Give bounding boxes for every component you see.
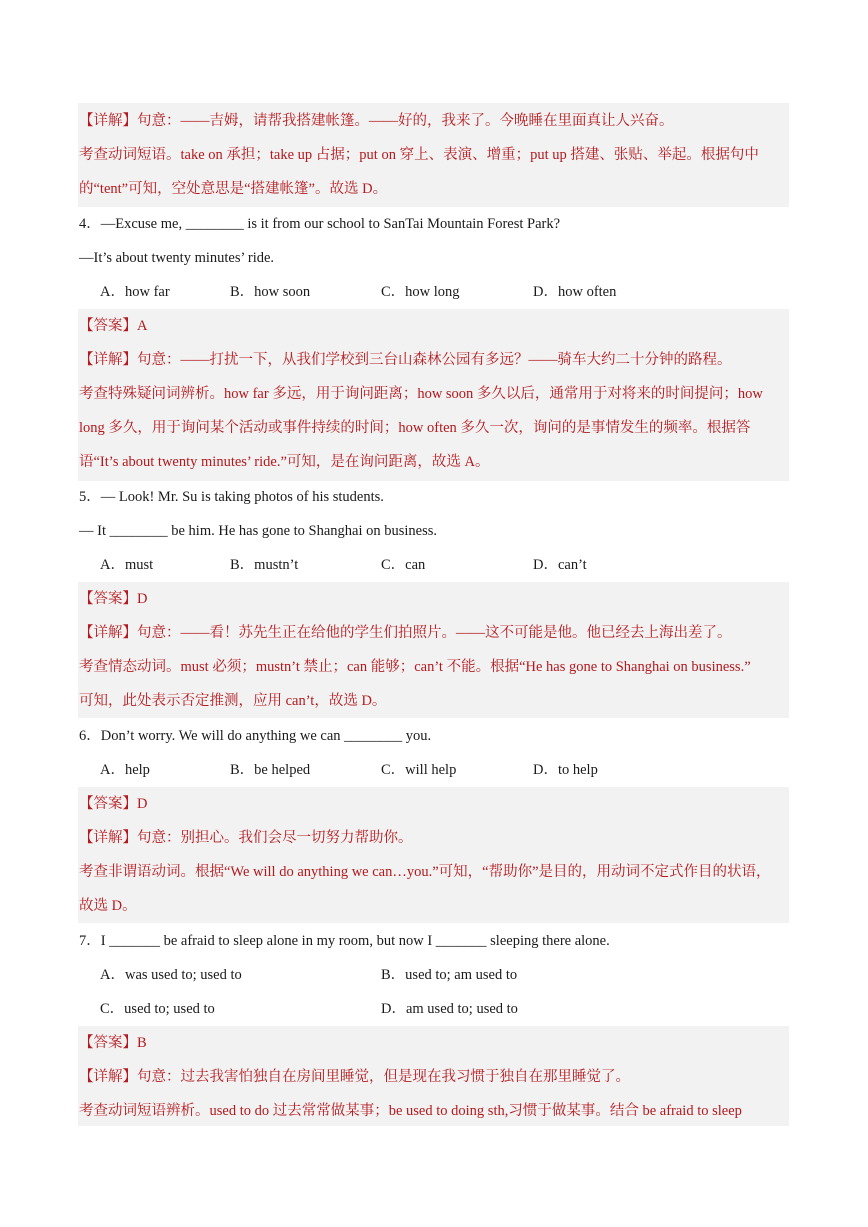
q6-option-c: C．will help	[381, 762, 457, 778]
q4-analysis-line: 考查特殊疑问词辨析。how far 多远，用于询问距离；how soon 多久以后，通常用于对将来的时间提问；how	[79, 386, 763, 402]
q7-option-c: C．used to; used to	[100, 1001, 215, 1017]
q7-analysis-line: 【详解】句意：过去我害怕独自在房间里睡觉，但是现在我习惯于独自在那里睡觉了。	[79, 1069, 630, 1085]
q4-analysis-line: 语“It’s about twenty minutes’ ride.”可知，是在询问距离，故选 A。	[79, 454, 490, 470]
q3-analysis-line: 的“tent”可知，空处意思是“搭建帐篷”。故选 D。	[79, 181, 388, 197]
q6-answer: 【答案】D	[79, 796, 148, 812]
q5-analysis-line: 【详解】句意：——看！苏先生正在给他的学生们拍照片。——这不可能是他。他已经去上海出差了。	[79, 625, 732, 641]
q6-analysis-line: 故选 D。	[79, 898, 137, 914]
q4-answer: 【答案】A	[79, 318, 148, 334]
q5-option-c: C．can	[381, 557, 426, 573]
q5-analysis-line: 可知，此处表示否定推测，应用 can’t，故选 D。	[79, 693, 387, 709]
q7-answer: 【答案】B	[79, 1035, 147, 1051]
q4-option-a: A．how far	[100, 284, 170, 300]
q5-option-a: A．must	[100, 557, 154, 573]
q4-stem-reply: —It’s about twenty minutes’ ride.	[79, 250, 275, 266]
q5-stem: 5．— Look! Mr. Su is taking photos of his students.	[79, 489, 384, 505]
q4-option-b: B．how soon	[230, 284, 311, 300]
q4-analysis-line: 【详解】句意：——打扰一下，从我们学校到三台山森林公园有多远？——骑车大约二十分钟的路程。	[79, 352, 732, 368]
q5-analysis-line: 考查情态动词。must 必须；mustn’t 禁止；can 能够；can’t 不能。根据“He has gone to Shanghai on business.”	[79, 659, 751, 675]
q4-option-d: D．how often	[533, 284, 617, 300]
q5-option-d: D．can’t	[533, 557, 587, 573]
q3-analysis-line: 【详解】句意：——吉姆，请帮我搭建帐篷。——好的，我来了。今晚睡在里面真让人兴奋。	[79, 113, 674, 129]
q6-analysis-line: 【详解】句意：别担心。我们会尽一切努力帮助你。	[79, 830, 413, 846]
q7-stem: 7．I _______ be afraid to sleep alone in my room, but now I _______ sleeping there alone.	[79, 933, 610, 949]
q5-stem-reply: — It ________ be him. He has gone to Shanghai on business.	[79, 523, 438, 539]
q4-analysis-line: long 多久，用于询问某个活动或事件持续的时间；how often 多久一次，询问的是事情发生的频率。根据答	[79, 420, 751, 436]
q7-analysis-line: 考查动词短语辨析。used to do 过去常常做某事；be used to doing sth,习惯于做某事。结合 be afraid to sleep	[79, 1103, 742, 1119]
q7-option-a: A．was used to; used to	[100, 967, 242, 983]
q6-analysis-line: 考查非谓语动词。根据“We will do anything we can…you.”可知，“帮助你”是目的，用动词不定式作目的状语，	[79, 864, 771, 880]
q5-answer: 【答案】D	[79, 591, 148, 607]
q7-option-b: B．used to; am used to	[381, 967, 518, 983]
q4-option-c: C．how long	[381, 284, 460, 300]
q3-analysis-line: 考查动词短语。take on 承担；take up 占据；put on 穿上、表演、增重；put up 搭建、张贴、举起。根据句中	[79, 147, 759, 163]
q5-option-b: B．mustn’t	[230, 557, 299, 573]
q6-option-a: A．help	[100, 762, 150, 778]
q4-stem: 4．—Excuse me, ________ is it from our school to SanTai Mountain Forest Park?	[79, 216, 561, 232]
q6-stem: 6．Don’t worry. We will do anything we can ________ you.	[79, 728, 432, 744]
q6-option-d: D．to help	[533, 762, 598, 778]
q6-option-b: B．be helped	[230, 762, 311, 778]
q7-option-d: D．am used to; used to	[381, 1001, 518, 1017]
